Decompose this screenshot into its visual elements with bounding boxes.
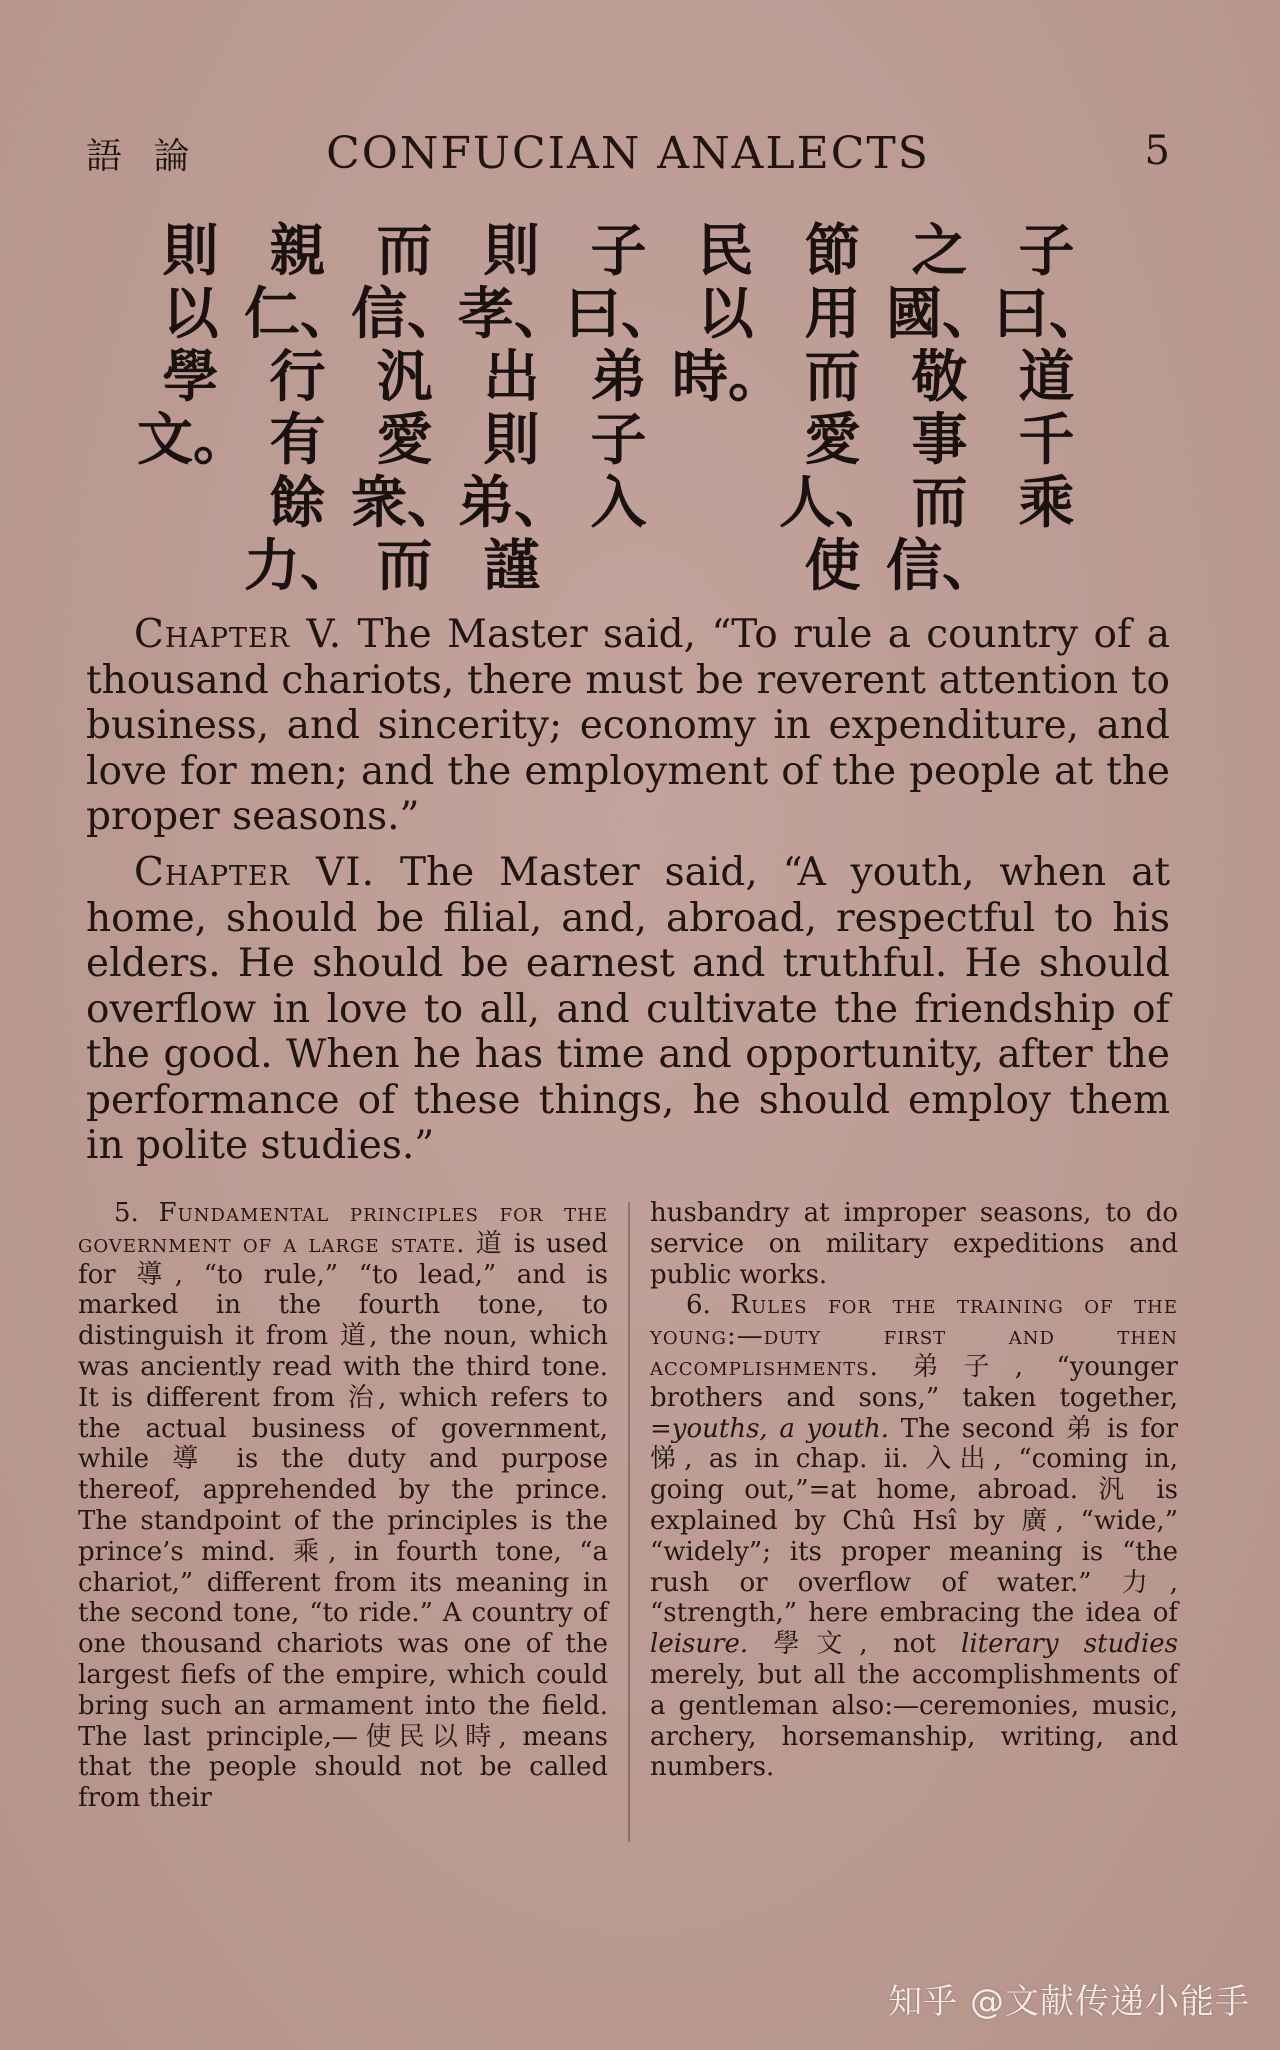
note-6-text-b-italic: leisure. xyxy=(650,1629,749,1660)
header-chinese-title: 語 論 xyxy=(86,136,200,177)
note-6-text-c-italic: literary studies xyxy=(961,1629,1178,1660)
note-6-heading: Rules for the training of the young:—duty first and then accomplishments. xyxy=(650,1290,1178,1382)
note-5-continuation: husbandry at improper seasons, to do service on military expeditions and public works. xyxy=(650,1198,1178,1290)
chapter-5 xyxy=(86,612,1170,840)
note-5-number: 5. xyxy=(114,1198,139,1228)
footnotes xyxy=(78,1198,1178,1848)
note-6-number: 6. xyxy=(686,1290,711,1321)
chinese-column: 親 仁、 行 有 餘 力、 xyxy=(244,219,356,599)
column-divider xyxy=(628,1202,630,1842)
running-header xyxy=(86,128,1170,180)
chapter-5-text: The Master said, “To rule a country of a thousand chariots, there must be reverent attention to business, and sincerity; economy in expenditure, and love for men; and the employment of the people at the proper seasons.” xyxy=(86,612,1170,839)
chapter-6 xyxy=(86,850,1170,1169)
watermark: 知乎 @文献传递小能手 xyxy=(888,1982,1250,2022)
chinese-column: 之 國、 敬 事 而 信、 xyxy=(886,219,998,599)
note-5 xyxy=(78,1198,608,1814)
chinese-column: 節 用 而 愛 人、 使 xyxy=(779,219,891,599)
note-6-text-a: 弟子, “younger brothers and sons,” taken together, = xyxy=(650,1351,1178,1444)
header-title: CONFUCIAN ANALECTS xyxy=(326,128,930,179)
chinese-column: 則 以 學 文。 xyxy=(137,219,249,473)
chapter-5-label: Chapter V. xyxy=(134,612,343,657)
note-6-text-a-italic: youths, a youth. xyxy=(671,1413,890,1444)
note-6-text-d: merely, but all the accomplishments of a gentleman also:—ceremonies, music, archery, horsemanship, writing, and numbers. xyxy=(650,1659,1178,1783)
note-5-text: 道 is used for 導, “to rule,” “to lead,” and is marked in the fourth tone, to distinguish it from 道, the noun, which was anciently read with the third tone. It is different from 治, which refers to the actual business of government, while 導 is the duty and purpose thereof, apprehended by the prince. The standpoint of the principles is the prince’s mind. 乘, in fourth tone, “a chariot,” different from its meaning in the second tone, “to ride.” A country of one thousand chariots was one of the largest fiefs of the empire, which could bring such an armament into the field. The last principle,—使民以時, means that the people should not be called from their xyxy=(78,1228,608,1814)
chinese-column: 則 孝、 出 則 弟、 謹 xyxy=(458,219,570,599)
footnote-column-right xyxy=(650,1198,1178,1783)
chinese-text-block xyxy=(136,219,1105,599)
chinese-column: 子 曰、 弟 子 入 xyxy=(565,219,677,536)
footnote-column-left xyxy=(78,1198,608,1814)
note-6-text-c: 學文, not xyxy=(773,1629,936,1660)
chapter-6-text: The Master said, “A youth, when at home, should be filial, and, abroad, respectful to his elders. He should be earnest and truthful. He should overflow in love to all, and cultivate the friendship of the good. When he has time and opportunity, after the performance of these things, he should employ them in polite studies.” xyxy=(86,850,1170,1168)
chinese-column: 而 信、 汎 愛 衆、 而 xyxy=(351,219,463,599)
chinese-column: 民 以 時。 xyxy=(672,219,784,410)
chinese-column: 子 曰、 道 千 乘 xyxy=(993,219,1105,536)
note-5-heading: Fundamental principles for the government of a large state. xyxy=(78,1198,609,1259)
page-number: 5 xyxy=(1144,128,1170,174)
note-6-text-b: The second 弟 is for 悌, as in chap. ii. 入出, “coming in, going out,”=at home, abroad. 汎 is explained by Chû Hsî by 廣, “wide,” “widely”; its proper meaning is “the rush or overflow of water.” 力, “strength,” here embracing the idea of xyxy=(650,1413,1179,1629)
note-6 xyxy=(650,1290,1178,1783)
chapter-6-label: Chapter VI. xyxy=(134,850,376,895)
